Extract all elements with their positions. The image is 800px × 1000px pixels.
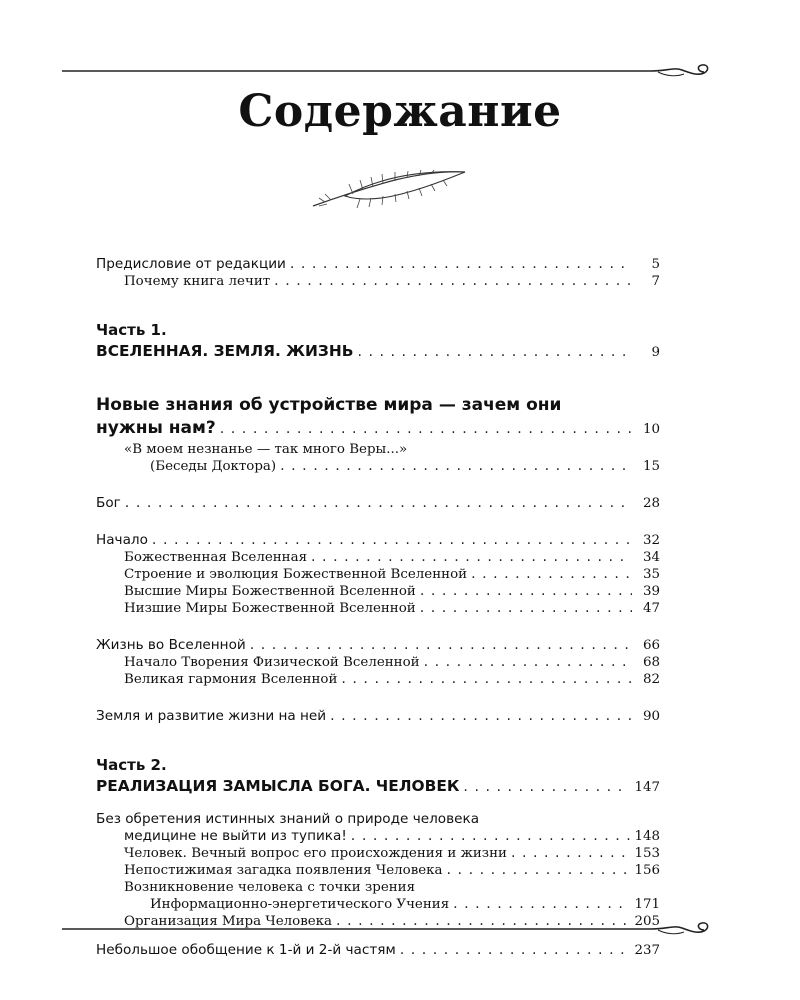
dot-leader (420, 600, 632, 617)
toc-entry-label: Организация Мира Человека (124, 914, 333, 929)
toc-page-number: 5 (651, 257, 660, 272)
toc-page-number: 82 (642, 672, 660, 687)
dot-leader (341, 671, 632, 688)
toc-page-number: 39 (642, 584, 660, 599)
toc-entry-higher-worlds[interactable] (96, 583, 660, 600)
dot-leader (400, 942, 631, 959)
toc-entry-label: Великая гармония Вселенной (124, 672, 338, 687)
toc-page-number: 34 (642, 550, 660, 565)
toc-page-number: 35 (642, 567, 660, 582)
dot-leader (357, 341, 632, 363)
toc-entry-faith[interactable] (96, 458, 660, 475)
toc-entry-label: Почему книга лечит (124, 274, 271, 289)
top-ornamental-rule (62, 58, 722, 84)
toc-entry-preface[interactable] (96, 256, 660, 273)
toc-entry-lower-worlds[interactable] (96, 600, 660, 617)
toc-page-number: 237 (634, 943, 660, 958)
part1-label: Часть 1. (96, 321, 167, 339)
toc-entry-part2[interactable] (96, 775, 660, 799)
flourish-icon (62, 916, 722, 942)
toc-page-number: 68 (642, 655, 660, 670)
toc-entry-label: Земля и развитие жизни на ней (96, 708, 327, 724)
toc-entry-origin-line1: Возникновение человека с точки зрения (124, 880, 416, 895)
toc-page-number: 156 (634, 863, 660, 878)
dot-leader (420, 583, 632, 600)
toc-entry-god[interactable] (96, 495, 660, 512)
toc-entry-earth[interactable] (96, 708, 660, 725)
toc-page-number: 10 (642, 422, 660, 437)
toc-entry-human[interactable] (96, 845, 660, 862)
toc-entry-part1[interactable] (96, 340, 660, 364)
toc-entry-medicine-line1: Без обретения истинных знаний о природе человека (96, 811, 480, 827)
toc-entry-label: Начало Творения Физической Вселенной (124, 655, 420, 670)
toc-entry-label: Высшие Миры Божественной Вселенной (124, 584, 416, 599)
part2-label: Часть 2. (96, 756, 167, 774)
section-title-new-knowledge: Новые знания об устройстве мира — зачем они (96, 395, 562, 415)
dot-leader (330, 708, 632, 725)
toc-entry-structure-evolution[interactable] (96, 566, 660, 583)
dot-leader (463, 776, 630, 798)
toc-entry-label: Жизнь во Вселенной (96, 637, 246, 653)
table-of-contents (96, 256, 660, 959)
dot-leader (447, 862, 631, 879)
dot-leader (511, 845, 630, 862)
toc-entry-label: Божественная Вселенная (124, 550, 308, 565)
feather-icon (305, 166, 470, 214)
page-title: Содержание (238, 86, 562, 137)
toc-page-number: 205 (634, 914, 660, 929)
toc-entry-label: Низшие Миры Божественной Вселенной (124, 601, 416, 616)
dot-leader (152, 532, 632, 549)
toc-entry-label: (Беседы Доктора) (150, 459, 277, 474)
toc-entry-summary[interactable] (96, 942, 660, 959)
toc-entry-why-heals[interactable] (96, 273, 660, 290)
toc-entry-label: Непостижимая загадка появления Человека (124, 863, 443, 878)
toc-page-number: 7 (651, 274, 660, 289)
bottom-ornamental-rule (62, 916, 722, 942)
toc-page-number: 90 (642, 709, 660, 724)
dot-leader (424, 654, 632, 671)
toc-entry-harmony[interactable] (96, 671, 660, 688)
toc-entry-label: Информационно-энергетического Учения (150, 897, 450, 912)
dot-leader (250, 637, 632, 654)
toc-entry-label: Строение и эволюция Божественной Вселенной (124, 567, 468, 582)
flourish-icon (62, 58, 722, 84)
toc-entry-medicine[interactable] (96, 828, 660, 845)
part1-title: ВСЕЛЕННАЯ. ЗЕМЛЯ. ЖИЗНЬ (96, 342, 354, 360)
toc-entry-mystery[interactable] (96, 862, 660, 879)
toc-page-number: 147 (634, 780, 660, 795)
toc-entry-label: Бог (96, 495, 121, 511)
toc-page-number: 148 (634, 829, 660, 844)
toc-page-number: 15 (642, 459, 660, 474)
toc-entry-beginning[interactable] (96, 532, 660, 549)
toc-page-number: 66 (642, 638, 660, 653)
dot-leader (125, 495, 632, 512)
toc-entry-label: Человек. Вечный вопрос его происхождения и жизни (124, 846, 507, 861)
toc-page-number: 47 (642, 601, 660, 616)
part2-title: РЕАЛИЗАЦИЯ ЗАМЫСЛА БОГА. ЧЕЛОВЕК (96, 777, 460, 795)
toc-entry-new-knowledge[interactable] (96, 417, 660, 441)
toc-page-number: 171 (634, 897, 660, 912)
toc-entry-label: Предисловие от редакции (96, 256, 286, 272)
toc-entry-faith-line1: «В моем незнанье — так много Веры...» (124, 442, 408, 457)
toc-entry-creation[interactable] (96, 654, 660, 671)
toc-entry-label: Небольшое обобщение к 1-й и 2-й частям (96, 942, 396, 958)
dot-leader (311, 549, 632, 566)
toc-entry-label: нужны нам? (96, 418, 216, 438)
toc-entry-label: медицине не выйти из тупика! (124, 828, 347, 844)
dot-leader (453, 896, 630, 913)
toc-entry-label: Начало (96, 532, 148, 548)
toc-entry-life[interactable] (96, 637, 660, 654)
dot-leader (471, 566, 632, 583)
toc-page-number: 9 (651, 345, 660, 360)
dot-leader (351, 828, 631, 845)
toc-page-number: 32 (642, 533, 660, 548)
toc-entry-divine-universe[interactable] (96, 549, 660, 566)
dot-leader (220, 418, 632, 441)
toc-page-number: 28 (642, 496, 660, 511)
dot-leader (274, 273, 632, 290)
dot-leader (290, 256, 632, 273)
toc-entry-origin[interactable] (96, 896, 660, 913)
dot-leader (280, 458, 632, 475)
toc-page-number: 153 (634, 846, 660, 861)
